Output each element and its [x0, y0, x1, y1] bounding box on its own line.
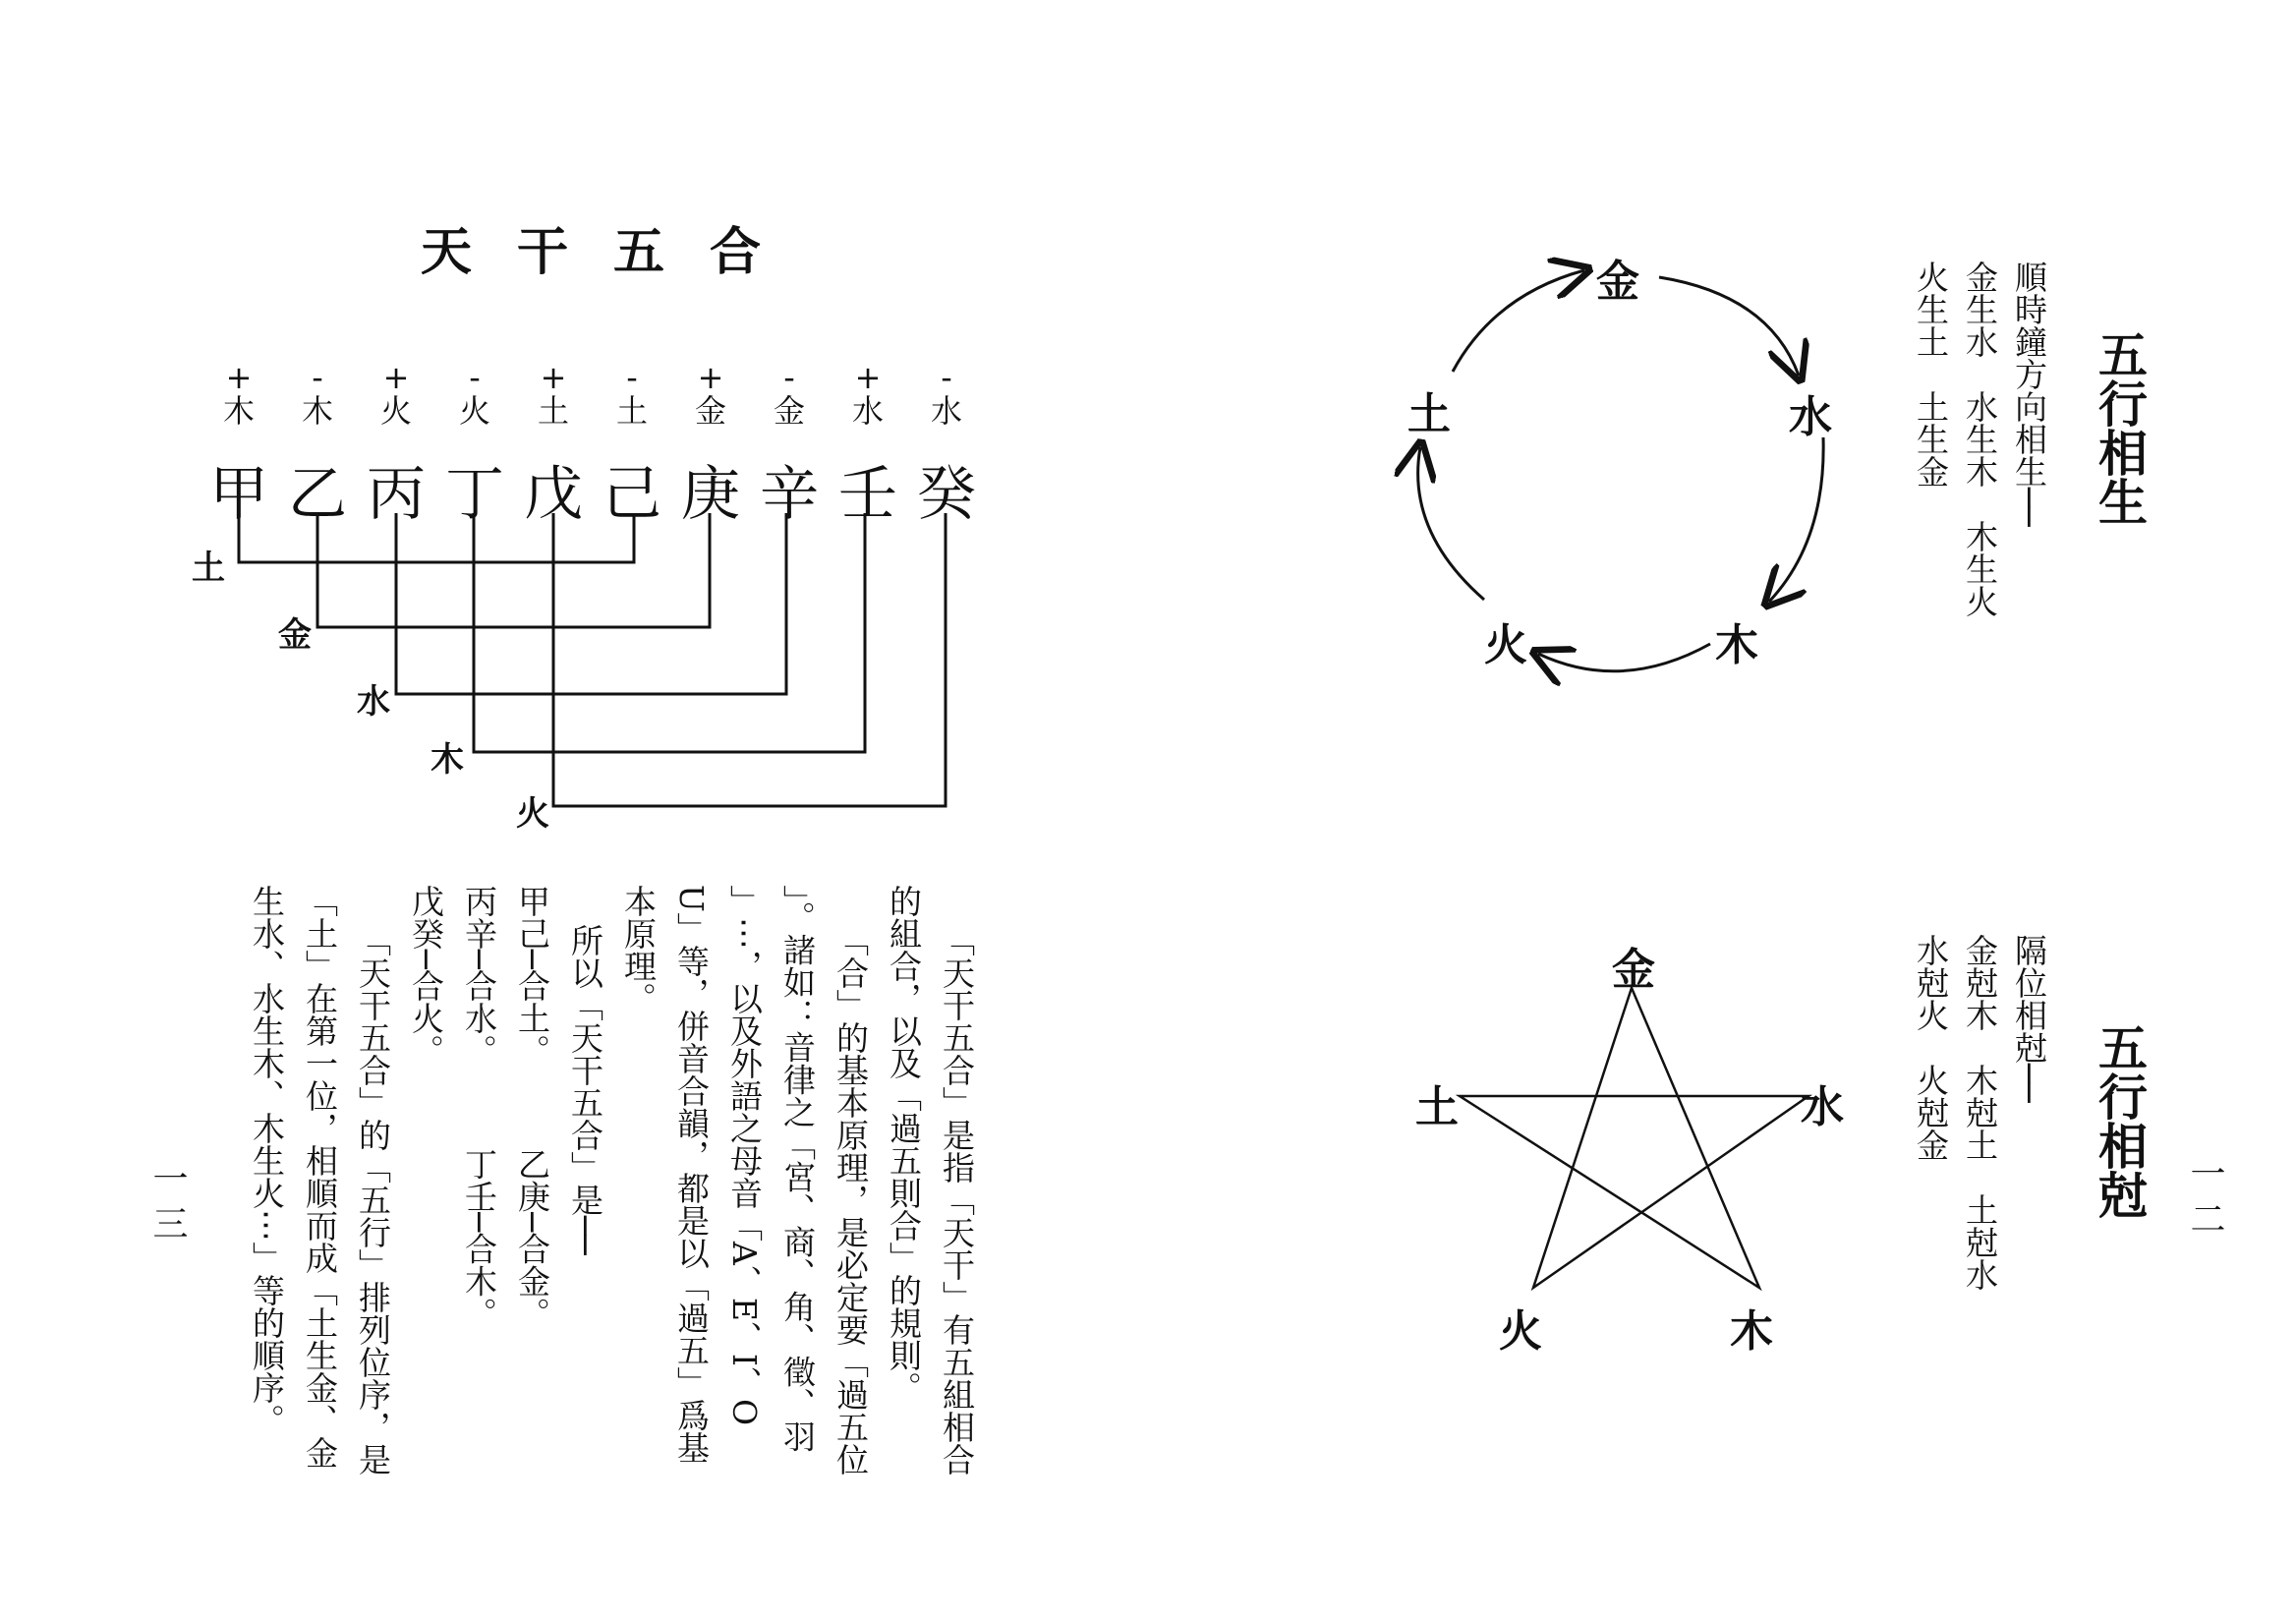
connector-water: [396, 513, 786, 694]
stem-label: + 水: [851, 359, 884, 430]
stem-char: 壬: [838, 460, 897, 529]
sheng-node-wood: 木: [1715, 620, 1758, 670]
ke-node-earth: 土: [1415, 1082, 1459, 1132]
body-column: 「合」的基本原理，是必定要「過五位: [832, 924, 870, 1475]
sheng-node-metal: 金: [1596, 257, 1639, 307]
body-column: 」⋯，以及外語之母音「A、E、I、O: [725, 885, 764, 1426]
body-column: 」。諸如：音律之「宮、商、角、徵、羽: [778, 885, 817, 1453]
ke-line: 金尅木 木尅土 土尅水: [1961, 934, 1999, 1291]
page-number-right: 一二: [2185, 1155, 2225, 1245]
pair-label-water: 水: [357, 682, 390, 722]
combination-connectors: [239, 513, 946, 806]
ke-pentagram: [1460, 988, 1808, 1288]
stem-label: - 木: [301, 359, 333, 430]
sheng-circle-arrows: [1418, 270, 1824, 671]
body-column: 「土」在第一位，相順而成「土生金、金: [301, 885, 339, 1469]
stem-char: 庚: [681, 460, 740, 529]
stem-char: 癸: [917, 460, 976, 529]
pair-label-metal: 金: [278, 615, 312, 655]
ke-subheading: 隔位相尅──: [2010, 934, 2048, 1103]
arrow-fire-to-earth: [1418, 447, 1484, 600]
body-column: 本原理。: [619, 885, 658, 1014]
connector-fire: [553, 513, 946, 806]
stem-char: 甲: [209, 460, 268, 529]
stem-label: - 水: [930, 359, 962, 430]
pair-label-earth: 土: [192, 549, 225, 588]
stem-char: 辛: [760, 460, 819, 529]
sheng-line: 金生水 水生木 木生火: [1961, 260, 1999, 617]
stem-char: 丙: [367, 460, 426, 529]
body-column: 丙辛─合水。 丁壬─合木。: [460, 885, 498, 1330]
sheng-node-earth: 土: [1407, 389, 1451, 439]
stem-label: + 金: [694, 359, 726, 430]
arrow-metal-to-water: [1659, 277, 1799, 376]
body-column: U」等，併音合韻，都是以「過五」爲基: [672, 885, 711, 1464]
page-number-left: 一三: [147, 1160, 188, 1250]
sheng-heading: 五行相生: [2091, 329, 2148, 526]
body-column: 戊癸─合火。: [407, 885, 445, 1067]
stem-char: 戊: [524, 460, 583, 529]
connector-wood: [474, 513, 865, 752]
body-column: 「天干五合」是指「天干」有五組相合: [938, 924, 976, 1475]
ke-node-metal: 金: [1612, 945, 1655, 995]
sheng-line: 火生土 土生金: [1912, 260, 1950, 488]
stem-label: + 火: [379, 359, 412, 430]
sheng-node-fire: 火: [1484, 620, 1527, 670]
ke-node-wood: 木: [1730, 1306, 1773, 1357]
arrow-earth-to-metal: [1453, 270, 1584, 372]
body-column: 生水、水生木、木生火⋯」等的順序。: [248, 885, 286, 1436]
body-column: 的組合，以及「過五則合」的規則。: [885, 885, 923, 1404]
body-column: 所以「天干五合」是──: [566, 924, 604, 1255]
stem-label: + 土: [537, 359, 569, 430]
ke-heading: 五行相尅: [2091, 1022, 2148, 1219]
page-title: 天干五合: [421, 223, 807, 282]
ke-node-water: 水: [1801, 1082, 1844, 1132]
stem-char: 丁: [445, 460, 504, 529]
stem-char: 乙: [288, 460, 347, 529]
ke-line: 水尅火 火尅金: [1912, 934, 1950, 1161]
stem-label: - 金: [773, 359, 805, 430]
ke-node-fire: 火: [1499, 1306, 1542, 1357]
stem-label: - 火: [458, 359, 490, 430]
stem-label: - 土: [615, 359, 648, 430]
sheng-subheading: 順時鐘方向相生──: [2010, 260, 2048, 527]
pair-label-wood: 木: [430, 740, 464, 780]
body-column: 甲己─合土。 乙庚─合金。: [513, 885, 551, 1330]
body-column: 「天干五合」的「五行」排列位序，是: [354, 924, 392, 1475]
pair-label-fire: 火: [516, 794, 549, 834]
stem-char: 己: [603, 460, 661, 529]
sheng-node-water: 水: [1789, 392, 1832, 442]
arrow-wood-to-fire: [1538, 644, 1710, 671]
arrow-water-to-wood: [1769, 437, 1823, 602]
stem-label: + 木: [222, 359, 255, 430]
